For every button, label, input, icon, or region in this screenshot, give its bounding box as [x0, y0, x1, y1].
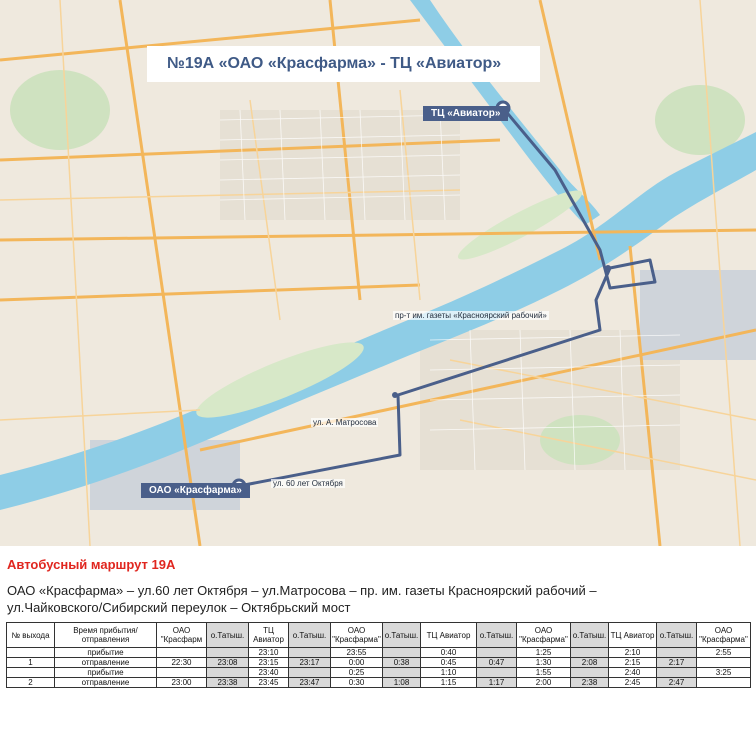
cell-time: 1:08 [383, 678, 421, 688]
cell-time [657, 668, 697, 678]
col-header-stop: ТЦ Авиатор [249, 623, 289, 648]
cell-time: 23:55 [331, 648, 383, 658]
cell-exit [7, 648, 55, 658]
route-description-line: ОАО «Красфарма» – ул.60 лет Октября – ул.Матросова – пр. им. газеты Красноярский рабочий – [7, 583, 597, 598]
park [540, 415, 620, 465]
cell-time: 1:15 [421, 678, 477, 688]
cell-time: 2:08 [571, 658, 609, 668]
aviator-stop-label[interactable]: ТЦ «Авиатор» [423, 106, 508, 121]
cell-time: 23:10 [249, 648, 289, 658]
route-node [605, 265, 611, 271]
cell-time: 1:10 [421, 668, 477, 678]
route-description [7, 582, 747, 616]
park [10, 70, 110, 150]
cell-time: 2:40 [609, 668, 657, 678]
cell-time [697, 678, 751, 688]
section-heading: Автобусный маршрут 19А [7, 557, 176, 572]
cell-time: 23:08 [207, 658, 249, 668]
col-header-time: Время прибытия/отправления [55, 623, 157, 648]
cell-time: 0:47 [477, 658, 517, 668]
cell-time [157, 648, 207, 658]
table-row [7, 678, 751, 688]
cell-time: 2:55 [697, 648, 751, 658]
cell-time: 0:38 [383, 658, 421, 668]
col-header-stop: ТЦ Авиатор [609, 623, 657, 648]
col-header-stop: ОАО "Красфарм [157, 623, 207, 648]
cell-time [571, 668, 609, 678]
city-block-north [220, 110, 460, 220]
cell-time: 23:15 [249, 658, 289, 668]
cell-time: 1:17 [477, 678, 517, 688]
cell-time: 23:00 [157, 678, 207, 688]
cell-time [477, 648, 517, 658]
cell-time: 0:40 [421, 648, 477, 658]
cell-time: 2:47 [657, 678, 697, 688]
street-label-krasnoyarsky-rabochy: пр-т им. газеты «Красноярский рабочий» [395, 311, 547, 320]
cell-kind: прибытие [55, 648, 157, 658]
street-label-matrosova: ул. А. Матросова [313, 418, 377, 427]
cell-time [657, 648, 697, 658]
cell-time: 0:45 [421, 658, 477, 668]
table-row [7, 668, 751, 678]
cell-kind: прибытие [55, 668, 157, 678]
cell-time: 23:17 [289, 658, 331, 668]
krasfarma-stop-label[interactable]: ОАО «Красфарма» [141, 483, 250, 498]
cell-time: 2:10 [609, 648, 657, 658]
cell-kind: отправление [55, 658, 157, 668]
col-header-stop: о.Татыш. [657, 623, 697, 648]
cell-time [383, 668, 421, 678]
col-header-stop: о.Татыш. [207, 623, 249, 648]
cell-time [157, 668, 207, 678]
cell-exit: 1 [7, 658, 55, 668]
col-header-stop: ОАО "Красфарма" [697, 623, 751, 648]
cell-time: 23:47 [289, 678, 331, 688]
col-header-stop: ТЦ Авиатор [421, 623, 477, 648]
cell-time: 0:30 [331, 678, 383, 688]
col-header-exit: № выхода [7, 623, 55, 648]
cell-kind: отправление [55, 678, 157, 688]
cell-time: 0:00 [331, 658, 383, 668]
cell-time: 3:25 [697, 668, 751, 678]
cell-exit [7, 668, 55, 678]
cell-time [383, 648, 421, 658]
cell-time: 23:40 [249, 668, 289, 678]
cell-time: 2:00 [517, 678, 571, 688]
cell-time: 2:38 [571, 678, 609, 688]
route-description-line: ул.Чайковского/Сибирский переулок – Октябрьский мост [7, 600, 351, 615]
street-label-oktyabrya: ул. 60 лет Октября [273, 479, 343, 488]
table-row [7, 658, 751, 668]
cell-time [571, 648, 609, 658]
cell-time [289, 668, 331, 678]
col-header-stop: ОАО "Красфарма" [517, 623, 571, 648]
col-header-stop: о.Татыш. [289, 623, 331, 648]
col-header-stop: о.Татыш. [383, 623, 421, 648]
col-header-stop: ОАО "Красфарма" [331, 623, 383, 648]
cell-time: 1:55 [517, 668, 571, 678]
col-header-stop: о.Татыш. [477, 623, 517, 648]
cell-time [207, 648, 249, 658]
cell-time [207, 668, 249, 678]
route-title-banner: №19А «ОАО «Красфарма» - ТЦ «Авиатор» [147, 46, 540, 82]
cell-time [697, 658, 751, 668]
table-row [7, 648, 751, 658]
cell-time: 2:15 [609, 658, 657, 668]
schedule-table [6, 622, 751, 688]
cell-exit: 2 [7, 678, 55, 688]
cell-time: 1:25 [517, 648, 571, 658]
cell-time: 23:45 [249, 678, 289, 688]
cell-time [289, 648, 331, 658]
cell-time: 1:30 [517, 658, 571, 668]
schedule-header-row [7, 623, 751, 648]
route-node [392, 392, 398, 398]
cell-time: 2:17 [657, 658, 697, 668]
cell-time: 0:25 [331, 668, 383, 678]
cell-time: 22:30 [157, 658, 207, 668]
cell-time [477, 668, 517, 678]
industrial-zone [640, 270, 756, 360]
cell-time: 2:45 [609, 678, 657, 688]
col-header-stop: о.Татыш. [571, 623, 609, 648]
cell-time: 23:38 [207, 678, 249, 688]
